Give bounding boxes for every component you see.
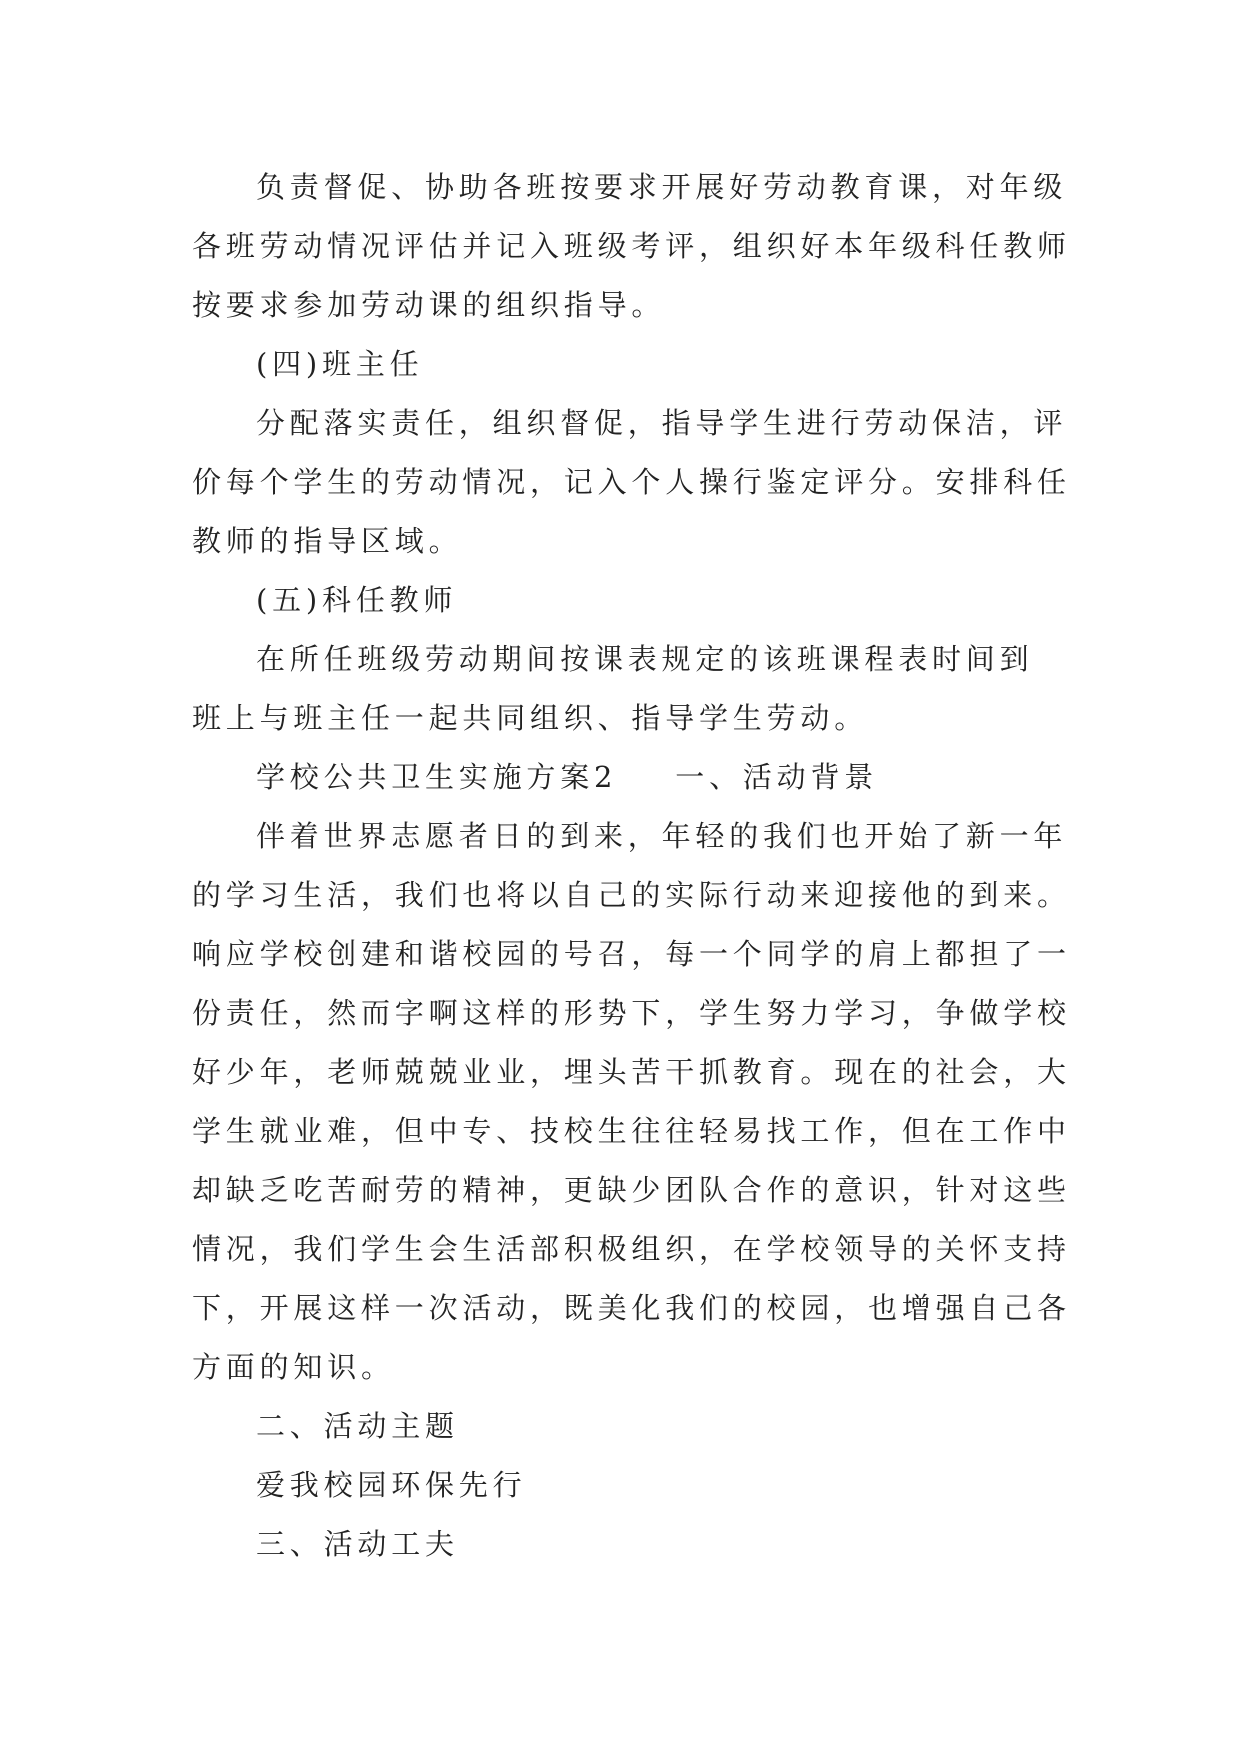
section-heading: (四)班主任 [256, 347, 424, 381]
paragraph-line: 爱我校园环保先行 [256, 1468, 527, 1502]
paragraph-line: 价每个学生的劳动情况，记入个人操行鉴定评分。安排科任 [192, 465, 1071, 499]
paragraph-line: 负责督促、协助各班按要求开展好劳动教育课，对年级 [256, 170, 1068, 204]
document-body [192, 158, 1071, 1574]
plan-title: 学校公共卫生实施方案2 [256, 760, 618, 794]
section-heading: 二、活动主题 [256, 1409, 459, 1443]
paragraph-line: 下，开展这样一次活动，既美化我们的校园，也增强自己各 [192, 1291, 1071, 1325]
title-line [192, 748, 1062, 807]
paragraph-line: 教师的指导区域。 [192, 524, 463, 558]
section-heading: 三、活动工夫 [256, 1527, 459, 1561]
paragraph-line: 按要求参加劳动课的组织指导。 [192, 288, 666, 322]
paragraph-line: 学生就业难，但中专、技校生往往轻易找工作，但在工作中 [192, 1114, 1071, 1148]
paragraph-line: 却缺乏吃苦耐劳的精神，更缺少团队合作的意识，针对这些 [192, 1173, 1071, 1207]
paragraph-line: 在所任班级劳动期间按课表规定的该班课程表时间到 [256, 642, 1034, 676]
paragraph-line: 班上与班主任一起共同组织、指导学生劳动。 [192, 701, 869, 735]
section-heading: 一、活动背景 [675, 760, 879, 794]
paragraph-line: 伴着世界志愿者日的到来，年轻的我们也开始了新一年 [256, 819, 1068, 853]
paragraph-line: 情况，我们学生会生活部积极组织，在学校领导的关怀支持 [192, 1232, 1071, 1266]
section-heading: (五)科任教师 [256, 583, 458, 617]
paragraph-line: 份责任，然而字啊这样的形势下，学生努力学习，争做学校 [192, 996, 1071, 1030]
paragraph-line: 响应学校创建和谐校园的号召，每一个同学的肩上都担了一 [192, 937, 1071, 971]
paragraph-line: 分配落实责任，组织督促，指导学生进行劳动保洁，评 [256, 406, 1068, 440]
paragraph-line: 各班劳动情况评估并记入班级考评，组织好本年级科任教师 [192, 229, 1071, 263]
paragraph-line: 好少年，老师兢兢业业，埋头苦干抓教育。现在的社会，大 [192, 1055, 1071, 1089]
paragraph-line: 方面的知识。 [192, 1350, 395, 1384]
paragraph-line: 的学习生活，我们也将以自己的实际行动来迎接他的到来。 [192, 878, 1071, 912]
